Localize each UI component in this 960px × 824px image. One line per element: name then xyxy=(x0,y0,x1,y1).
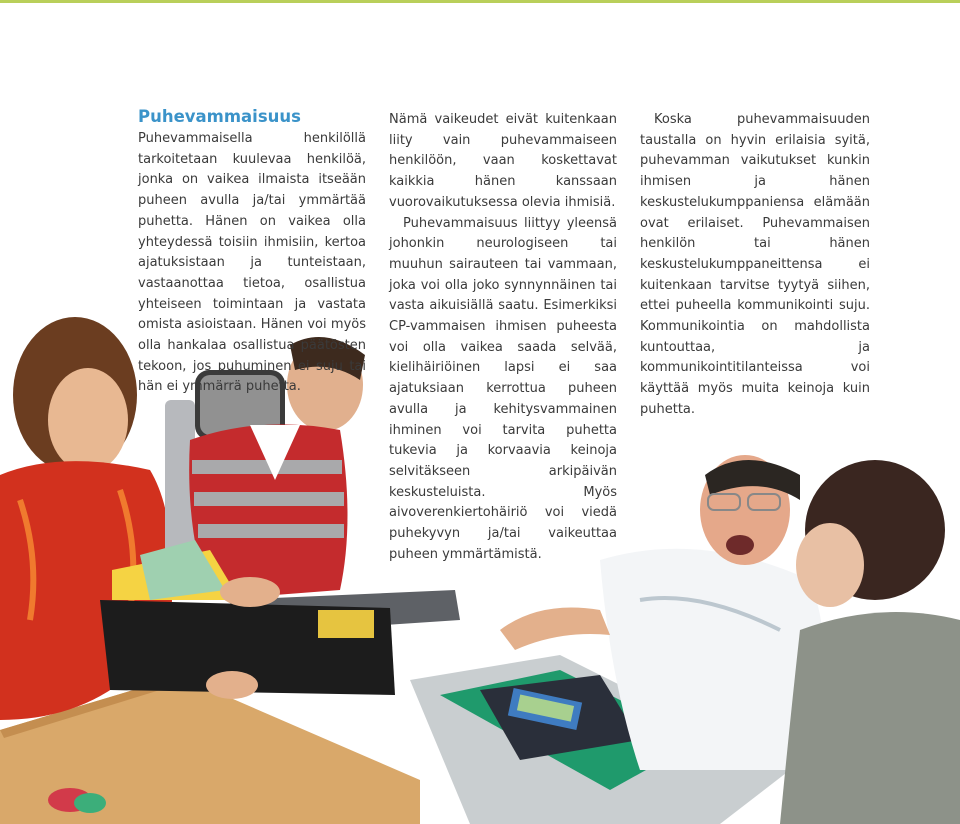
body-paragraph: Puhevammaisuus liittyy yleensä johonkin neurologiseen tai muuhun sairauteen tai vammaan, joka voi olla joko synnynnäinen tai vasta aikuisiällä saatu. Esimerkiksi CP-vammaisen ihmisen puheesta voi olla vaikea saada selvää, kielihäiriöinen lapsi ei saa ajatuksiaan kerrottua puheen avulla ja kehitysvammainen ihminen voi tarvita puhetta tukevia ja korvaavia keinoja selvitäkseen arkipäivän keskusteluista. Myös aivoverenkiertohäiriö voi viedä puhekyvyn ja/tai vaikeuttaa puheen ymmärtämistä. xyxy=(389,215,617,562)
column-3 xyxy=(640,110,870,421)
section-heading: Puhevammaisuus xyxy=(138,107,301,126)
body-paragraph: Nämä vaikeudet eivät kuitenkaan liity vain puhevammaiseen henkilöön, vaan koskettavat kaikkia hänen kanssaan vuorovaikutuksessa olevia ihmisiä. xyxy=(389,112,617,210)
body-paragraph: Koska puhevammaisuuden taustalla on hyvin erilaisia syitä, puhevamman vaikutukset kunkin ihmisen ja hänen keskustelukumppaniensa elämään ovat erilaiset. Puhevammaisen henkilön tai hänen keskustelukumppaneittensa ei kuitenkaan tarvitse tyytyä siihen, ettei puheella kommunikointi suju. Kommunikointia on mahdollista kuntouttaa, ja kommunikointitilanteissa voi käyttää myös muita keinoja kuin puhetta. xyxy=(640,112,870,417)
column-1 xyxy=(138,107,366,398)
body-paragraph: Puhevammaisella henkilöllä tarkoitetaan kuulevaa henkilöä, jonka on vaikea ilmaista itseään puheen avulla ja/tai ymmärtää puhetta. Hänen on vaikea olla yhteydessä toisiin ihmisiin, kertoa ajatuksistaan ja tunteistaan, vastaanottaa tietoa, osallistua yhteiseen toimintaan ja vastata omista asioistaan. Hänen voi myös olla hankalaa osallistua päätösten tekoon, jos puhuminen ei suju tai hän ei ymmärrä puhetta. xyxy=(138,131,366,395)
top-accent-rule xyxy=(0,0,960,3)
column-2 xyxy=(389,110,617,565)
